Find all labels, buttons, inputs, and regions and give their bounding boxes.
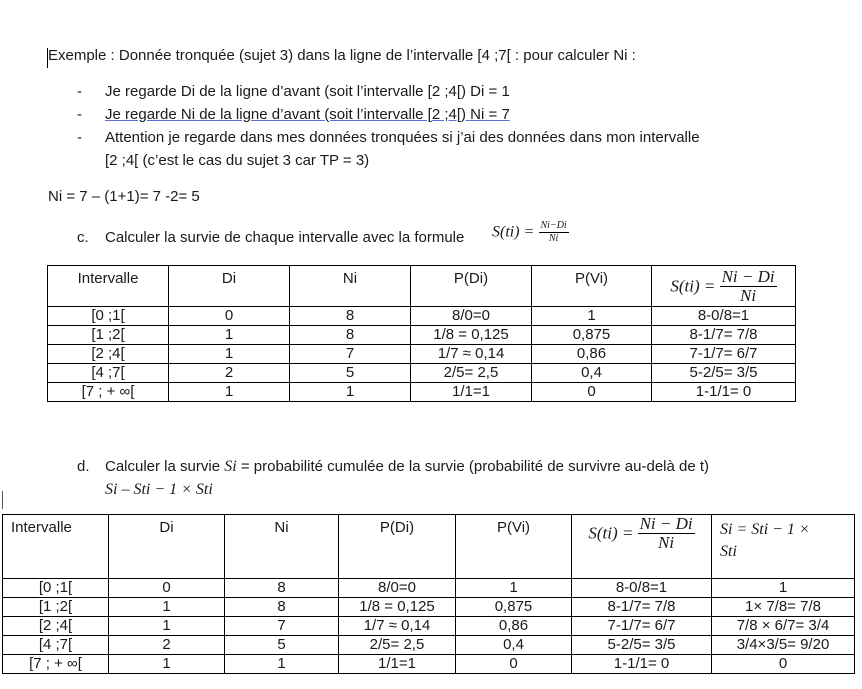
table-cell: 0,86	[532, 345, 652, 364]
table-cell: 0	[532, 383, 652, 402]
formula-fraction	[539, 220, 569, 245]
table-cell: 0	[109, 579, 225, 598]
table-cell: [2 ;4[	[3, 617, 109, 636]
cumulative-survival-table	[2, 514, 855, 674]
table-cell: 5	[290, 364, 411, 383]
section-d-text	[105, 458, 709, 476]
table-row	[48, 383, 796, 402]
table-cell: [0 ;1[	[3, 579, 109, 598]
section-c-formula	[492, 220, 569, 245]
table-body	[3, 579, 855, 674]
st-numerator: Ni − Di	[721, 266, 775, 286]
formula-numerator: Ni−Di	[540, 220, 567, 231]
table-cell: 2	[109, 636, 225, 655]
table-cell: 1	[169, 326, 290, 345]
column-header: Intervalle	[3, 515, 109, 579]
section-d-text-b: = probabilité cumulée de la survie (probabilité de survivre au-delà de t)	[240, 458, 710, 475]
table-cell: 8-1/7= 7/8	[652, 326, 796, 345]
table-cell: 8-0/8=1	[652, 307, 796, 326]
table-cell: 1	[712, 579, 855, 598]
table-cell: 8-1/7= 7/8	[572, 598, 712, 617]
st-numerator: Ni − Di	[639, 514, 693, 533]
table-row	[3, 636, 855, 655]
table-row	[3, 655, 855, 674]
bullet-mark: -	[77, 83, 82, 100]
bullet-item-3-continued: [2 ;4[ (c’est le cas du sujet 3 car TP = 3)	[105, 152, 370, 169]
table-cell: [1 ;2[	[48, 326, 169, 345]
bullet-mark: -	[77, 129, 82, 146]
table-cell: 0,875	[456, 598, 572, 617]
si-header-line2: Sti	[720, 543, 737, 560]
table-cell: [1 ;2[	[3, 598, 109, 617]
table-cell: 3/4×3/5= 9/20	[712, 636, 855, 655]
table-header-row	[48, 266, 796, 307]
table-row	[3, 617, 855, 636]
table-cell: 1/8 = 0,125	[411, 326, 532, 345]
column-header: Ni	[225, 515, 339, 579]
bullet-item-2: Je regarde Ni de la ligne d’avant (soit l’intervalle [2 ;4[) Ni = 7	[105, 106, 510, 123]
table-cell: 8-0/8=1	[572, 579, 712, 598]
table-cell: 7-1/7= 6/7	[652, 345, 796, 364]
si-header-line1: Si = Sti − 1 ×	[720, 521, 810, 538]
section-c-text: Calculer la survie de chaque intervalle avec la formule	[105, 229, 465, 246]
column-header: Di	[169, 266, 290, 307]
table-cell: 8	[225, 579, 339, 598]
table-cell: 5-2/5= 3/5	[572, 636, 712, 655]
column-header: Di	[109, 515, 225, 579]
table-cell: 1× 7/8= 7/8	[712, 598, 855, 617]
ni-calculation: Ni = 7 – (1+1)= 7 -2= 5	[48, 188, 200, 205]
table-cell: 2	[169, 364, 290, 383]
table-cell: [4 ;7[	[48, 364, 169, 383]
section-d-formula: Si – Sti − 1 × Sti	[105, 481, 213, 498]
table-cell: [0 ;1[	[48, 307, 169, 326]
table-row	[48, 326, 796, 345]
table-cell: [4 ;7[	[3, 636, 109, 655]
table-cell: 7-1/7= 6/7	[572, 617, 712, 636]
formula-denominator: Ni	[548, 233, 559, 244]
section-c-label: c.	[77, 229, 89, 246]
table-cell: 8	[290, 326, 411, 345]
table-cell: 1	[532, 307, 652, 326]
column-header: Ni	[290, 266, 411, 307]
survival-table	[47, 265, 796, 402]
table-cell: 5-2/5= 3/5	[652, 364, 796, 383]
st-fraction	[638, 515, 695, 552]
column-header-cumulative	[712, 515, 855, 579]
table-cell: 1/1=1	[411, 383, 532, 402]
table-row	[3, 598, 855, 617]
section-d-si: Si	[224, 458, 237, 475]
table-cell: 1/7 ≈ 0,14	[339, 617, 456, 636]
table-cell: 1	[169, 383, 290, 402]
table-cell: 1	[290, 383, 411, 402]
table-cell: [7 ; + ∞[	[3, 655, 109, 674]
table-cell: [7 ; + ∞[	[48, 383, 169, 402]
table-cell: 7/8 × 6/7= 3/4	[712, 617, 855, 636]
text-cursor	[2, 491, 3, 509]
table-cell: 1	[225, 655, 339, 674]
table-cell: 0	[456, 655, 572, 674]
table-row	[48, 307, 796, 326]
bullet-item-1: Je regarde Di de la ligne d’avant (soit l’intervalle [2 ;4[) Di = 1	[105, 83, 510, 100]
column-header: P(Di)	[411, 266, 532, 307]
st-fraction	[720, 268, 777, 305]
table-cell: 8/0=0	[339, 579, 456, 598]
table-row	[48, 345, 796, 364]
table-cell: 2/5= 2,5	[411, 364, 532, 383]
table-body	[48, 307, 796, 402]
st-denominator: Ni	[740, 285, 757, 305]
column-header: P(Di)	[339, 515, 456, 579]
column-header: P(Vi)	[456, 515, 572, 579]
table-cell: [2 ;4[	[48, 345, 169, 364]
st-lhs: S(ti) =	[670, 276, 716, 295]
table-cell: 0,4	[456, 636, 572, 655]
table-cell: 8	[290, 307, 411, 326]
bullet-item-3: Attention je regarde dans mes données tronquées si j’ai des données dans mon intervalle	[105, 129, 700, 146]
formula-lhs: S(ti) =	[492, 223, 535, 241]
table-cell: 1-1/1= 0	[652, 383, 796, 402]
table-cell: 1	[109, 617, 225, 636]
column-header-survival	[652, 266, 796, 307]
table-cell: 8	[225, 598, 339, 617]
table-cell: 0	[169, 307, 290, 326]
table-cell: 0,875	[532, 326, 652, 345]
table-cell: 7	[225, 617, 339, 636]
table-cell: 1/8 = 0,125	[339, 598, 456, 617]
column-header: Intervalle	[48, 266, 169, 307]
table-cell: 1	[456, 579, 572, 598]
table-cell: 0	[712, 655, 855, 674]
table-cell: 1	[109, 655, 225, 674]
table-cell: 7	[290, 345, 411, 364]
table-cell: 2/5= 2,5	[339, 636, 456, 655]
column-header-survival	[572, 515, 712, 579]
table-row	[3, 579, 855, 598]
table-cell: 1	[109, 598, 225, 617]
bullet-mark: -	[77, 106, 82, 123]
table-cell: 8/0=0	[411, 307, 532, 326]
section-d-label: d.	[77, 458, 90, 475]
table-cell: 1-1/1= 0	[572, 655, 712, 674]
intro-line: Exemple : Donnée tronquée (sujet 3) dans la ligne de l’intervalle [4 ;7[ : pour calculer Ni :	[48, 47, 636, 64]
column-header: P(Vi)	[532, 266, 652, 307]
table-cell: 5	[225, 636, 339, 655]
table-cell: 0,4	[532, 364, 652, 383]
table-cell: 0,86	[456, 617, 572, 636]
st-denominator: Ni	[658, 533, 675, 552]
st-lhs: S(ti) =	[588, 523, 634, 543]
table-cell: 1	[169, 345, 290, 364]
table-header-row	[3, 515, 855, 579]
section-d-text-a: Calculer la survie	[105, 458, 221, 475]
table-cell: 1/1=1	[339, 655, 456, 674]
table-cell: 1/7 ≈ 0,14	[411, 345, 532, 364]
table-row	[48, 364, 796, 383]
